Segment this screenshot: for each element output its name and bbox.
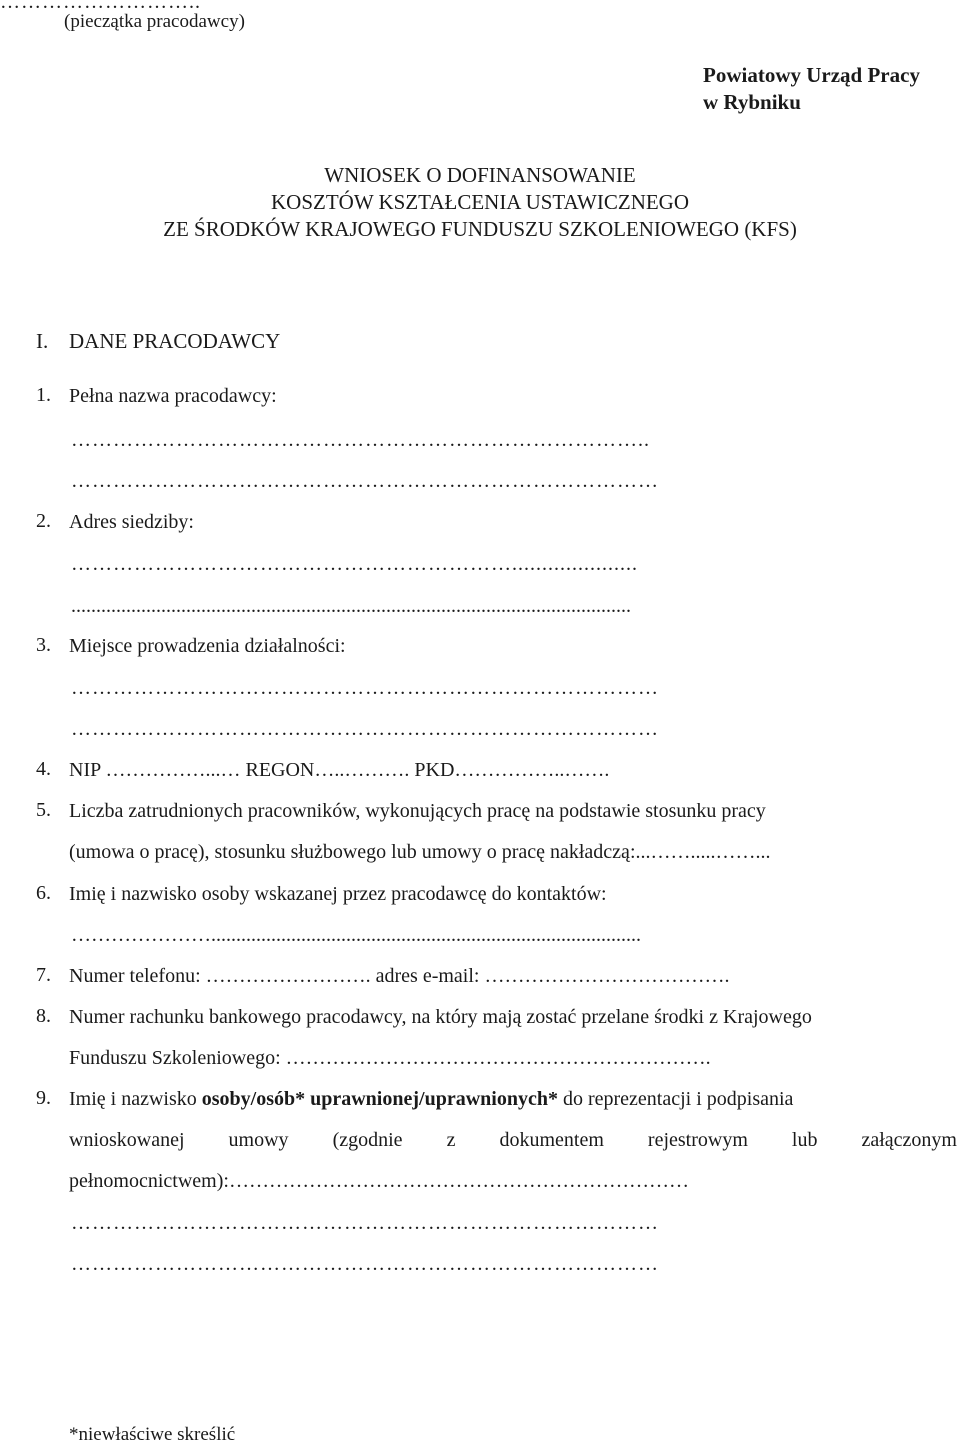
section-number: I. [36,329,49,353]
item-8-number: 8. [36,1005,51,1027]
representatives-field-line-1[interactable]: pełnomocnictwem):…………………………………………………………… [69,1170,689,1192]
representatives-label-part-a: Imię i nazwisko [69,1088,202,1110]
footnote: *niewłaściwe skreślić [69,1424,236,1445]
item-1-number: 1. [36,384,51,406]
item-6-number: 6. [36,882,51,904]
item-3-number: 3. [36,634,51,656]
bank-account-label: Numer rachunku bankowego pracodawcy, na który mają zostać przelane środki z Krajowego [69,1006,812,1028]
business-location-label: Miejsce prowadzenia działalności: [69,635,346,657]
employer-name-label: Pełna nazwa pracodawcy: [69,385,277,407]
item-9-number: 9. [36,1087,51,1109]
headquarters-address-label: Adres siedziby: [69,511,194,533]
nip-regon-pkd-fields[interactable]: NIP ……………...… REGON…..………. PKD……………..……. [69,759,610,781]
business-location-field-line-1[interactable]: ………………………………………………………………………… [71,677,659,699]
employer-name-field-line-2[interactable]: ………………………………………………………………………… [71,470,659,492]
document-title-line-3: ZE ŚRODKÓW KRAJOWEGO FUNDUSZU SZKOLENIOWEGO (KFS) [163,217,797,241]
phone-email-fields[interactable]: Numer telefonu: ……………………. adres e-mail: ………………………………. [69,965,730,987]
item-7-number: 7. [36,964,51,986]
employees-count-field[interactable]: (umowa o pracę), stosunku służbowego lub umowy o pracę nakładczą:...…….....……... [69,841,771,863]
stamp-label: (pieczątka pracodawcy) [64,11,245,32]
representatives-field-line-3[interactable]: ………………………………………………………………………… [71,1253,659,1275]
representatives-label-bold: osoby/osób* uprawnionej/uprawnionych* [201,1088,558,1110]
addressee-line-2: w Rybniku [703,90,801,114]
item-4-number: 4. [36,758,51,780]
representatives-label-part-c: do reprezentacji i podpisania [557,1088,794,1110]
representatives-label-line-2: wnioskowanej umowy (zgodnie z dokumentem rejestrowym lub załączonym [69,1129,957,1151]
business-location-field-line-2[interactable]: ………………………………………………………………………… [71,718,659,740]
headquarters-address-field-line-1[interactable]: ………………………………………………………..................... [71,553,638,575]
contact-person-field[interactable]: …………………...................................................................................... [71,924,641,946]
representatives-field-line-2[interactable]: ………………………………………………………………………… [71,1212,659,1234]
document-title-line-2: KOSZTÓW KSZTAŁCENIA USTAWICZNEGO [270,190,690,214]
representatives-label-line-1 [69,1087,957,1111]
document-title-line-1: WNIOSEK O DOFINANSOWANIE [324,163,636,187]
bank-account-field[interactable]: Funduszu Szkoleniowego: ………………………………………………………. [69,1047,711,1069]
item-5-number: 5. [36,799,51,821]
stamp-dots: ……………………….. [0,0,201,13]
employer-name-field-line-1[interactable]: ……………………………………………………………………….. [71,429,650,451]
headquarters-address-field-line-2[interactable]: ................................................................................................................ [71,595,631,617]
addressee-line-1: Powiatowy Urząd Pracy [703,63,920,87]
item-2-number: 2. [36,510,51,532]
contact-person-label: Imię i nazwisko osoby wskazanej przez pracodawcę do kontaktów: [69,883,607,905]
employees-count-label-line-1: Liczba zatrudnionych pracowników, wykonujących pracę na podstawie stosunku pracy [69,800,766,822]
section-title: DANE PRACODAWCY [69,329,281,353]
